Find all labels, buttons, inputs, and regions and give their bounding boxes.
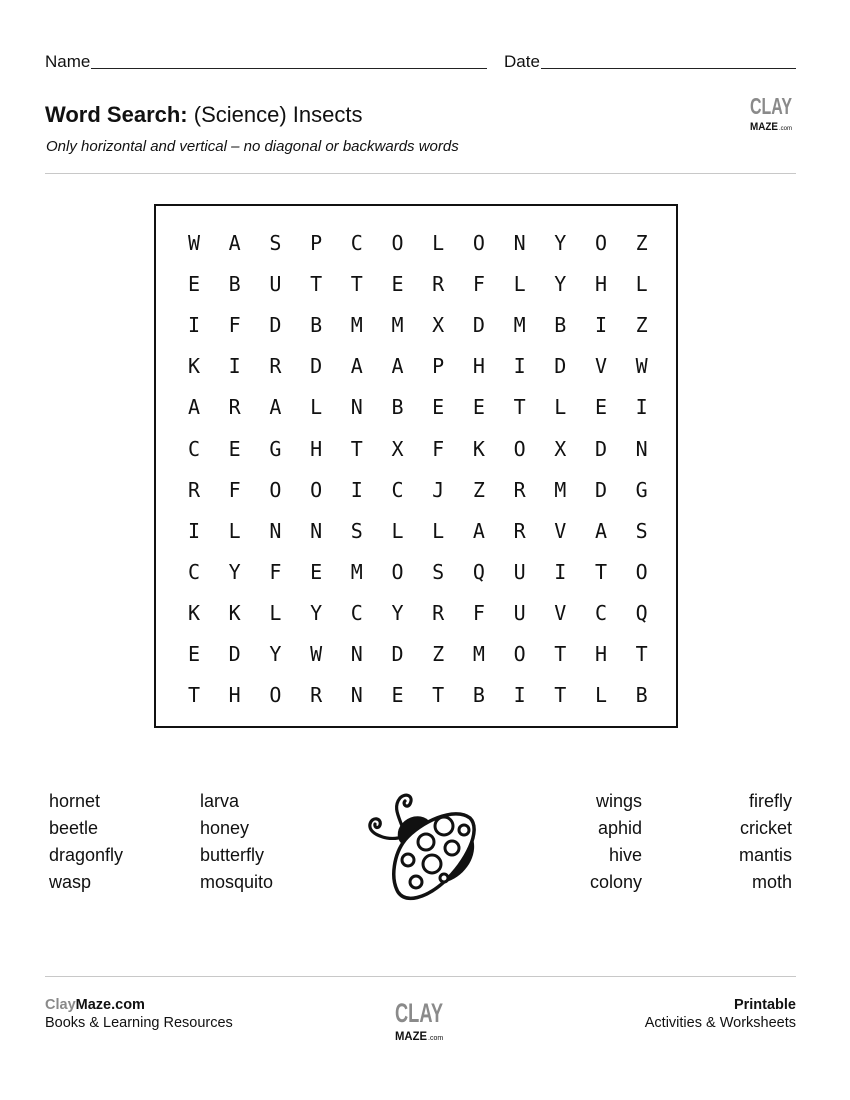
grid-letter: G (635, 477, 648, 502)
grid-letter: O (269, 683, 282, 708)
grid-letter: S (635, 518, 648, 543)
grid-letter: R (432, 600, 445, 625)
ladybug-icon (360, 782, 490, 912)
logo-bottom-text: MAZE (750, 121, 778, 133)
grid-letter: M (350, 559, 363, 584)
grid-letter: M (472, 642, 485, 666)
grid-letter: R (513, 477, 526, 502)
date-label: Date (504, 52, 540, 71)
grid-letter: E (594, 395, 608, 420)
grid-letter: Z (635, 313, 648, 338)
word-item: wings (595, 791, 642, 811)
grid-letter: L (432, 231, 445, 255)
word-item: larva (200, 791, 240, 811)
grid-letter: D (594, 477, 608, 502)
grid-letter: Q (472, 559, 485, 584)
grid-letter: E (432, 395, 445, 420)
grid-letter: T (187, 683, 201, 708)
word-list-col-4 (692, 788, 792, 896)
grid-letter: L (635, 272, 648, 297)
grid-letter: I (594, 313, 608, 338)
word-item: mosquito (200, 872, 274, 892)
grid-letter: V (554, 518, 567, 543)
grid-letter: W (310, 642, 323, 666)
grid-letter: S (269, 231, 282, 255)
grid-letter: I (635, 395, 648, 420)
grid-letter: O (635, 559, 648, 584)
footer-divider (45, 976, 796, 977)
grid-letter: C (187, 436, 201, 461)
grid-letter: I (187, 518, 201, 543)
grid-letter: R (269, 354, 282, 379)
grid-letter: D (554, 354, 567, 379)
grid-letter: N (350, 395, 363, 420)
footer-tagline-right: Activities & Worksheets (644, 1015, 796, 1031)
grid-letter: A (472, 518, 485, 543)
grid-letter: I (554, 559, 567, 584)
grid-letter: C (391, 477, 404, 502)
grid-letter: E (187, 642, 201, 666)
grid-letter: V (594, 354, 608, 379)
footer-brand (45, 997, 145, 1013)
footer-printable-label: Printable (733, 997, 796, 1013)
grid-letter: Z (635, 231, 648, 255)
footer-logo-top-text: CLAY (395, 998, 443, 1028)
grid-letter: N (635, 436, 648, 461)
grid-letter: J (432, 477, 445, 502)
grid-letter: K (228, 600, 241, 625)
grid-letter: Y (554, 231, 567, 255)
grid-letter: V (554, 600, 567, 625)
footer-brand-clay: Clay (45, 997, 76, 1013)
grid-letter: A (391, 354, 404, 379)
word-item: honey (200, 818, 250, 838)
footer-printable (734, 997, 796, 1013)
grid-letter: T (594, 559, 608, 584)
word-item: hive (608, 845, 642, 865)
grid-letter: O (391, 231, 404, 255)
grid-letter: L (594, 683, 608, 708)
footer-claymaze-logo (395, 994, 451, 1050)
grid-letter: H (310, 436, 323, 461)
grid-letter: B (554, 313, 567, 338)
grid-letter: N (310, 518, 323, 543)
grid-letter: A (350, 354, 363, 379)
grid-letter: Y (391, 600, 404, 625)
grid-letter: D (472, 313, 485, 338)
word-item: colony (589, 872, 642, 892)
grid-letter: F (228, 313, 241, 338)
grid-letter: E (391, 272, 404, 297)
grid-letter: D (594, 436, 608, 461)
grid-letter: E (310, 559, 323, 584)
grid-letter: U (269, 272, 282, 297)
grid-letter: M (391, 313, 404, 338)
grid-letter: Y (269, 642, 282, 666)
grid-letter: B (228, 272, 241, 297)
grid-letter: E (228, 436, 241, 461)
grid-letter: X (554, 436, 567, 461)
grid-letter: D (391, 642, 404, 666)
grid-letter: T (432, 683, 445, 708)
grid-letter: L (269, 600, 282, 625)
date-field[interactable] (541, 68, 796, 69)
grid-letter: W (187, 231, 201, 255)
grid-letter: F (472, 600, 485, 625)
grid-letter: E (187, 272, 201, 297)
grid-letter: T (635, 642, 648, 666)
word-list-col-2 (200, 788, 273, 896)
grid-letter: Q (635, 600, 648, 625)
footer-logo-bottom-text: MAZE (395, 1029, 427, 1043)
grid-letter: W (635, 354, 648, 379)
grid-letter: I (187, 313, 201, 338)
grid-letter: L (432, 518, 445, 543)
grid-letter: E (472, 395, 485, 420)
grid-letter: P (432, 354, 445, 379)
grid-letter: O (391, 559, 404, 584)
grid-letter: R (513, 518, 526, 543)
grid-letter: B (391, 395, 404, 420)
grid-letter: H (594, 642, 608, 666)
grid-letter: N (350, 683, 363, 708)
page-title (45, 102, 362, 128)
grid-letter: L (310, 395, 323, 420)
grid-letter: K (472, 436, 485, 461)
word-list-col-3 (542, 788, 642, 896)
grid-letter: L (513, 272, 526, 297)
grid-letter: I (513, 354, 526, 379)
grid-letter: C (350, 231, 363, 255)
grid-letter: T (554, 642, 567, 666)
grid-letter: A (269, 395, 282, 420)
grid-letter: R (228, 395, 241, 420)
word-item: aphid (597, 818, 642, 838)
grid-letter: O (594, 231, 608, 255)
grid-letter: L (228, 518, 241, 543)
instructions: Only horizontal and vertical – no diagonal or backwards words (46, 138, 459, 155)
footer-brand-maze: Maze.com (75, 997, 145, 1013)
claymaze-logo (750, 90, 798, 138)
grid-letter: U (513, 559, 526, 584)
word-item: beetle (49, 818, 99, 838)
grid-letter: E (391, 683, 404, 708)
grid-letter: B (310, 313, 323, 338)
grid-letter: M (350, 313, 363, 338)
grid-letter: C (187, 559, 201, 584)
grid-letter: K (187, 354, 201, 379)
word-search-grid (154, 204, 678, 728)
title-topic: (Science) Insects (187, 102, 363, 127)
word-item: cricket (739, 818, 792, 838)
word-item: butterfly (200, 845, 265, 865)
grid-letter: X (432, 313, 445, 338)
grid-letter: G (269, 436, 282, 461)
grid-letter: L (554, 395, 567, 420)
grid-letter: N (269, 518, 282, 543)
grid-letter: N (513, 231, 526, 255)
word-item: firefly (748, 791, 792, 811)
grid-letter: H (594, 272, 608, 297)
header-divider (45, 173, 796, 174)
grid-letter: T (350, 272, 363, 297)
word-item: wasp (49, 872, 92, 892)
name-label: Name (45, 52, 91, 71)
grid-letter: O (513, 436, 526, 461)
grid-letter: Z (472, 477, 485, 502)
grid-letter: F (432, 436, 445, 461)
title-bold: Word Search: (45, 102, 188, 127)
grid-letter: R (187, 477, 201, 502)
grid-letter: C (594, 600, 608, 625)
grid-letter: I (350, 477, 363, 502)
grid-letter: I (228, 354, 241, 379)
grid-letter: T (554, 683, 567, 708)
word-list-col-1 (49, 788, 123, 896)
grid-letter: A (594, 518, 608, 543)
grid-letter: R (310, 683, 323, 708)
grid-letter: N (350, 642, 363, 666)
word-item: hornet (49, 791, 101, 811)
grid-letter: I (513, 683, 526, 708)
word-item: moth (751, 872, 792, 892)
grid-letter: D (310, 354, 323, 379)
grid-letter: Y (228, 559, 241, 584)
grid-letter: T (310, 272, 323, 297)
footer-tagline-left: Books & Learning Resources (45, 1015, 233, 1031)
grid-letter: U (513, 600, 526, 625)
grid-letter: H (472, 354, 485, 379)
grid-letter: T (350, 436, 363, 461)
grid-letter: A (228, 231, 241, 255)
grid-letter: S (350, 518, 363, 543)
grid-letter: B (472, 683, 485, 708)
grid-letter: M (513, 313, 526, 338)
grid-letter: T (513, 395, 526, 420)
grid-letter: A (187, 395, 201, 420)
grid-letter: S (432, 559, 445, 584)
logo-suffix-text: .com (779, 126, 793, 132)
grid-letter: D (228, 642, 241, 666)
grid-letter: H (228, 683, 241, 708)
grid-letter: F (472, 272, 485, 297)
grid-letter: K (187, 600, 201, 625)
grid-letter: X (391, 436, 404, 461)
grid-letter: P (310, 231, 323, 255)
word-item: mantis (738, 845, 792, 865)
grid-letter: D (269, 313, 282, 338)
word-item: dragonfly (49, 845, 124, 865)
grid-letter: M (554, 477, 567, 502)
grid-letter: C (350, 600, 363, 625)
grid-letter: F (269, 559, 282, 584)
grid-letter: L (391, 518, 404, 543)
grid-letter: Y (554, 272, 567, 297)
grid-letter: F (228, 477, 241, 502)
grid-letter: Z (432, 642, 445, 666)
grid-letter: O (269, 477, 282, 502)
grid-letter: O (513, 642, 526, 666)
logo-top-text: CLAY (750, 93, 792, 119)
grid-letter: B (635, 683, 648, 708)
grid-letter: O (310, 477, 323, 502)
name-field[interactable] (91, 68, 487, 69)
grid-letter: Y (310, 600, 323, 625)
grid-letter: O (472, 231, 485, 255)
footer-logo-suffix-text: .com (428, 1035, 444, 1042)
grid-letter: R (432, 272, 445, 297)
